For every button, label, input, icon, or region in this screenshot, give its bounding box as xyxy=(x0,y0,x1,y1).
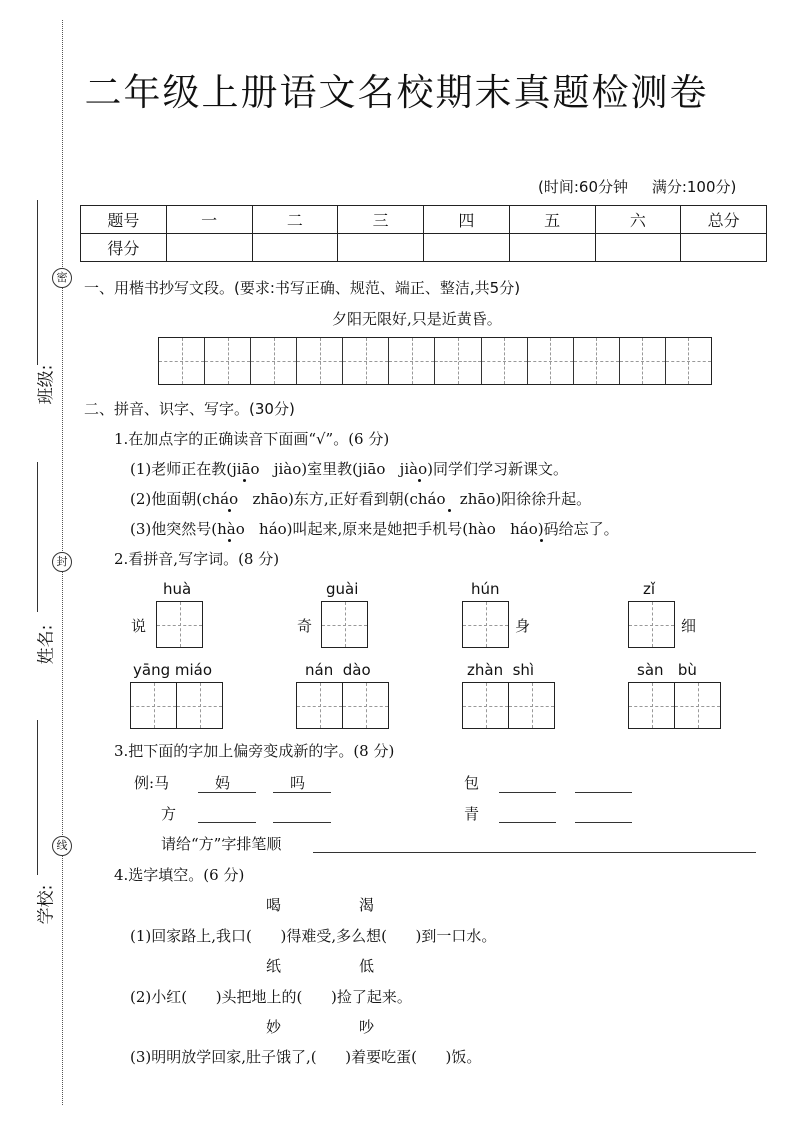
word-char: 细 xyxy=(681,617,697,635)
section2-heading: 二、拼音、识字、写字。(30分) xyxy=(84,400,295,418)
score-header-cell: 三 xyxy=(338,206,424,234)
emphasis-dot xyxy=(540,539,543,542)
word-char: 说 xyxy=(131,617,147,635)
score-cell[interactable] xyxy=(424,234,510,262)
emphasis-dot xyxy=(228,539,231,542)
school-underline xyxy=(37,720,38,875)
seal-feng: 封 xyxy=(52,552,72,572)
score-header-cell: 二 xyxy=(252,206,338,234)
score-header-cell: 四 xyxy=(424,206,510,234)
q1-sentence-2: (2)他面朝(cháo zhāo)东方,正好看到朝(cháo zhāo)阳徐徐升起。 xyxy=(130,490,592,508)
word-char: 身 xyxy=(515,617,531,635)
answer-blank[interactable] xyxy=(575,822,632,823)
score-cell[interactable] xyxy=(681,234,767,262)
score-table-score-row xyxy=(81,234,767,262)
seal-mi: 密 xyxy=(52,268,72,288)
score-cell[interactable] xyxy=(595,234,681,262)
q1-sentence-1: (1)老师正在教(jiāo jiào)室里教(jiāo jiào)同学们学习新课文。 xyxy=(130,460,568,478)
score-header-cell: 一 xyxy=(166,206,252,234)
stroke-order-blank[interactable] xyxy=(313,852,756,853)
example-label: 例:马 xyxy=(134,774,170,792)
tian-grid-box[interactable] xyxy=(321,601,368,648)
choice-char: 渴 xyxy=(359,896,375,914)
answer-blank[interactable] xyxy=(575,792,632,793)
score-table xyxy=(80,205,767,262)
pinyin: yāng miáo xyxy=(133,661,213,679)
copy-writing-grid[interactable] xyxy=(158,337,712,385)
score-row-label: 得分 xyxy=(81,234,167,262)
pinyin: zhàn shì xyxy=(467,661,535,679)
section1-heading: 一、用楷书抄写文段。(要求:书写正确、规范、端正、整洁,共5分) xyxy=(84,279,521,297)
q4-sentence-2: (2)小红( )头把地上的( )捡了起来。 xyxy=(130,988,412,1006)
choice-char: 妙 xyxy=(266,1018,282,1036)
score-header-cell: 题号 xyxy=(81,206,167,234)
pinyin: guài xyxy=(326,580,359,598)
exam-info: (时间:60分钟 满分:100分) xyxy=(538,178,737,196)
stroke-order-prompt: 请给“方”字排笔顺 xyxy=(161,835,282,853)
q4-sentence-3: (3)明明放学回家,肚子饿了,( )着要吃蛋( )饭。 xyxy=(130,1048,482,1066)
choice-char: 喝 xyxy=(266,896,282,914)
score-cell[interactable] xyxy=(338,234,424,262)
name-label: 姓名: xyxy=(36,624,57,665)
class-underline xyxy=(37,200,38,365)
emphasis-dot xyxy=(448,509,451,512)
choice-char: 低 xyxy=(359,957,375,975)
q3-heading: 3.把下面的字加上偏旁变成新的字。(8 分) xyxy=(114,742,395,760)
char-qing: 青 xyxy=(464,805,480,823)
score-header-cell: 五 xyxy=(509,206,595,234)
tian-grid-box-pair[interactable] xyxy=(296,682,389,729)
tian-grid-box[interactable] xyxy=(156,601,203,648)
example-answer-1: 妈 xyxy=(215,774,231,792)
emphasis-dot xyxy=(243,479,246,482)
q1-heading: 1.在加点字的正确读音下面画“√”。(6 分) xyxy=(114,430,390,448)
emphasis-dot xyxy=(418,479,421,482)
pinyin: zǐ xyxy=(643,580,656,598)
tian-grid-box-pair[interactable] xyxy=(130,682,223,729)
score-header-cell: 六 xyxy=(595,206,681,234)
school-label: 学校: xyxy=(36,884,57,925)
page-title: 二年级上册语文名校期末真题检测卷 xyxy=(84,71,709,114)
pinyin: hún xyxy=(471,580,500,598)
pinyin: nán dào xyxy=(305,661,371,679)
tian-grid-box-pair[interactable] xyxy=(628,682,721,729)
copy-text: 夕阳无限好,只是近黄昏。 xyxy=(332,310,502,328)
pinyin: sàn bù xyxy=(637,661,697,679)
emphasis-dot xyxy=(228,509,231,512)
answer-line xyxy=(273,792,331,793)
seal-xian: 线 xyxy=(52,836,72,856)
example-answer-2: 吗 xyxy=(290,774,306,792)
score-cell[interactable] xyxy=(166,234,252,262)
class-label: 班级: xyxy=(36,364,57,405)
score-header-cell: 总分 xyxy=(681,206,767,234)
q2-heading: 2.看拼音,写字词。(8 分) xyxy=(114,550,280,568)
answer-blank[interactable] xyxy=(499,822,556,823)
word-char: 奇 xyxy=(297,617,313,635)
tian-grid-box[interactable] xyxy=(462,601,509,648)
score-cell[interactable] xyxy=(509,234,595,262)
tian-grid-box[interactable] xyxy=(628,601,675,648)
tian-grid-box-pair[interactable] xyxy=(462,682,555,729)
score-table-header-row xyxy=(81,206,767,234)
char-fang: 方 xyxy=(161,805,177,823)
q4-heading: 4.选字填空。(6 分) xyxy=(114,866,245,884)
choice-char: 吵 xyxy=(359,1018,375,1036)
char-bao: 包 xyxy=(464,774,480,792)
choice-char: 纸 xyxy=(266,957,282,975)
pinyin: huà xyxy=(163,580,192,598)
name-underline xyxy=(37,462,38,612)
q4-sentence-1: (1)回家路上,我口( )得难受,多么想( )到一口水。 xyxy=(130,927,497,945)
answer-blank[interactable] xyxy=(499,792,556,793)
q1-sentence-3: (3)他突然号(hào háo)叫起来,原来是她把手机号(hào háo)码给忘了。 xyxy=(130,520,619,538)
answer-line xyxy=(198,792,256,793)
answer-blank[interactable] xyxy=(273,822,331,823)
score-cell[interactable] xyxy=(252,234,338,262)
answer-blank[interactable] xyxy=(198,822,256,823)
